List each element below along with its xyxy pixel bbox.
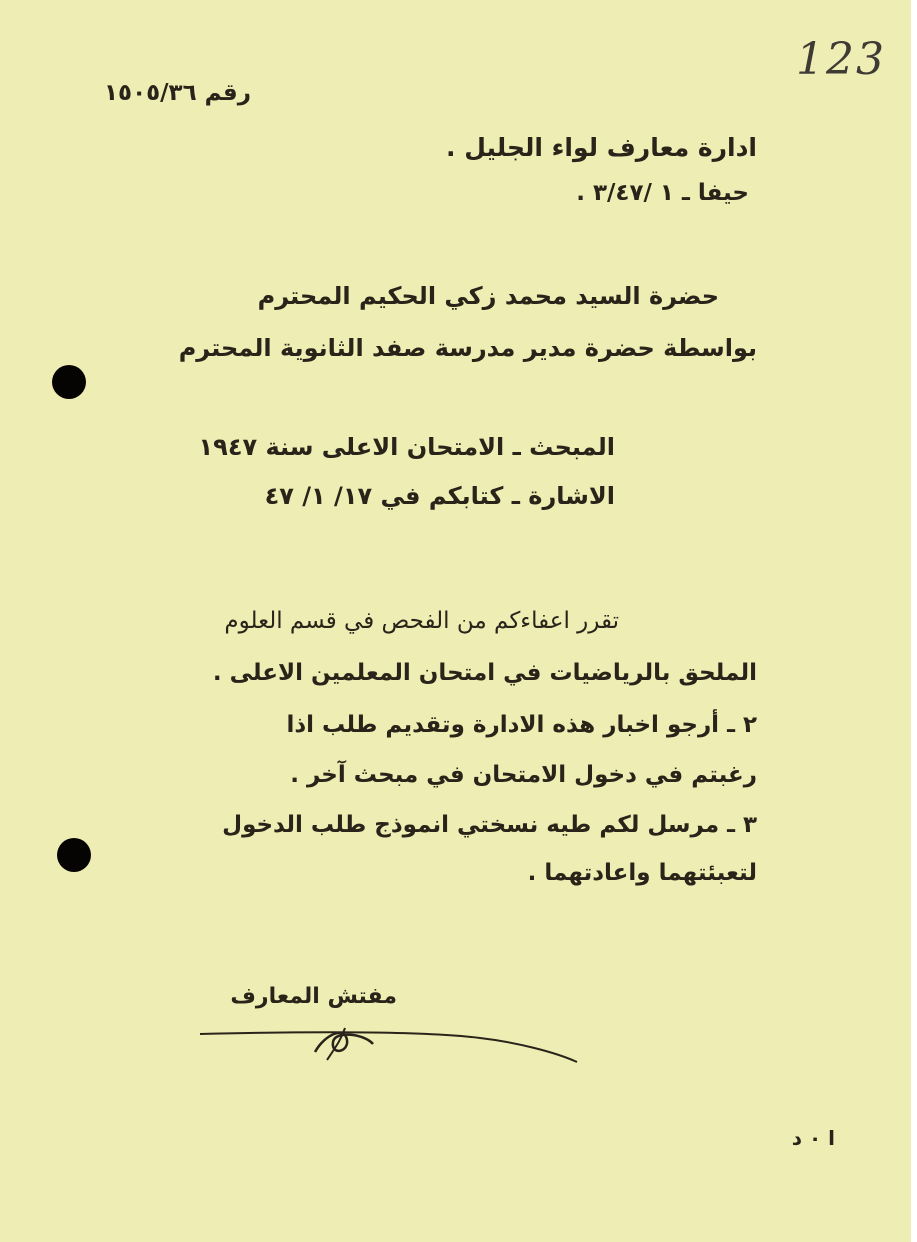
body-paragraph-1-line-2: الملحق بالرياضيات في امتحان المعلمين الاعلى .	[212, 660, 757, 686]
typist-initials: ا ٠ د	[791, 1126, 835, 1150]
subject-reference: الاشارة ـ كتابكم في ١٧/ ١/ ٤٧	[264, 482, 615, 510]
signature-mark	[195, 1022, 585, 1072]
signatory-title: مفتش المعارف	[230, 984, 397, 1009]
reference-number: رقم ١٥٠٥/٣٦	[104, 80, 251, 106]
punch-hole-top	[52, 365, 86, 399]
folio-number: 123	[796, 34, 886, 85]
body-paragraph-1-line-1: تقرر اعفاءكم من الفحص في قسم العلوم	[224, 608, 619, 634]
addressee-name: حضرة السيد محمد زكي الحكيم المحترم	[257, 282, 719, 310]
body-paragraph-2-line-2: رغبتم في دخول الامتحان في مبحث آخر .	[290, 762, 757, 788]
body-paragraph-3-line-1: ٣ ـ مرسل لكم طيه نسختي انموذج طلب الدخول	[222, 812, 757, 838]
sender-office: ادارة معارف لواء الجليل .	[446, 133, 757, 162]
punch-hole-bottom	[57, 838, 91, 872]
addressee-via: بواسطة حضرة مدير مدرسة صفد الثانوية المحترم	[178, 334, 757, 362]
sender-place-date: حيفا ـ ١ /٣/٤٧ .	[576, 180, 749, 206]
body-paragraph-2-line-1: ٢ ـ أرجو اخبار هذه الادارة وتقديم طلب اذا	[286, 712, 757, 738]
subject-topic: المبحث ـ الامتحان الاعلى سنة ١٩٤٧	[198, 433, 615, 461]
scan-edge	[911, 0, 917, 1242]
body-paragraph-3-line-2: لتعبئتهما واعادتهما .	[527, 860, 757, 886]
